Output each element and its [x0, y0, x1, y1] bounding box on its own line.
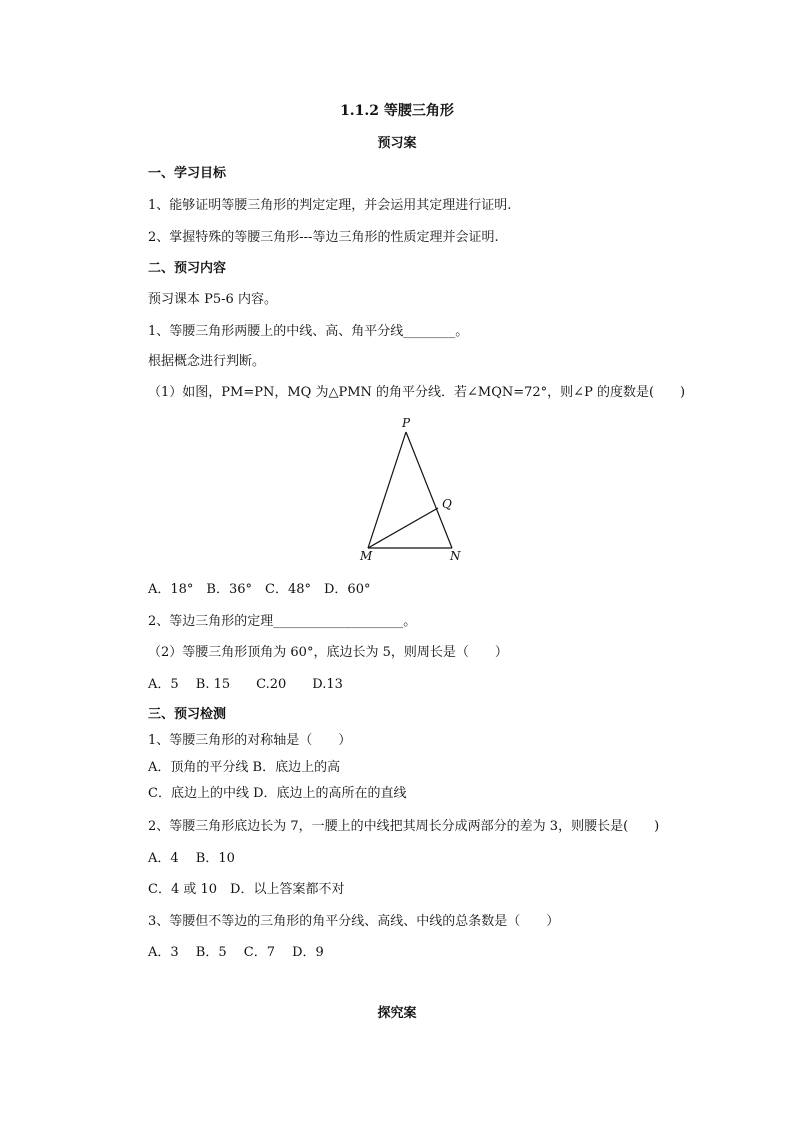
label-m: M	[360, 549, 373, 563]
section-heading-check: 三、预习检测	[148, 707, 227, 722]
side-pn	[406, 432, 452, 548]
side-pm	[368, 432, 406, 548]
label-n: N	[450, 549, 461, 563]
text-line: 预习课本 P5-6 内容。	[148, 292, 277, 307]
question-text: 1、等腰三角形的对称轴是（ ）	[148, 733, 352, 748]
answer-options: A．5 B. 15 C.20 D.13	[148, 677, 343, 692]
answer-options: C．4 或 10 D．以上答案都不对	[148, 882, 345, 897]
question-text: 3、等腰但不等边的三角形的角平分线、高线、中线的总条数是（ ）	[148, 914, 560, 929]
question-text: 2、等腰三角形底边长为 7，一腰上的中线把其周长分成两部分的差为 3，则腰长是( )	[148, 819, 660, 834]
document-title: 1.1.2 等腰三角形	[340, 103, 454, 119]
goal-item: 1、能够证明等腰三角形的判定定理，并会运用其定理进行证明.	[148, 198, 512, 213]
label-p: P	[402, 416, 411, 430]
text-line: 根据概念进行判断。	[148, 354, 266, 369]
answer-options: C．底边上的中线 D．底边上的高所在的直线	[148, 786, 407, 801]
text-line: 1、等腰三角形两腰上的中线、高、角平分线________。	[148, 324, 469, 339]
section-heading-explore: 探究案	[377, 1006, 417, 1021]
answer-options: A．顶角的平分线 B．底边上的高	[148, 760, 341, 775]
answer-options: A．18° B．36° C．48° D．60°	[148, 582, 371, 597]
segment-mq	[368, 508, 438, 548]
section-heading-goals: 一、学习目标	[148, 166, 227, 181]
question-text: （2）等腰三角形顶角为 60°，底边长为 5，则周长是（ ）	[148, 645, 508, 660]
goal-item: 2、掌握特殊的等腰三角形---等边三角形的性质定理并会证明.	[148, 230, 499, 245]
section-heading-preview: 二、预习内容	[148, 261, 227, 276]
answer-options: A．4 B．10	[148, 851, 235, 866]
answer-options: A．3 B．5 C．7 D．9	[148, 945, 324, 960]
question-text: （1）如图，PM=PN，MQ 为△PMN 的角平分线．若∠MQN=72°，则∠P 的度数是( )	[148, 385, 686, 400]
triangle-figure	[350, 412, 470, 567]
text-line: 2、等边三角形的定理____________________。	[148, 614, 417, 629]
section-subtitle: 预习案	[377, 136, 417, 151]
label-q: Q	[442, 497, 452, 511]
